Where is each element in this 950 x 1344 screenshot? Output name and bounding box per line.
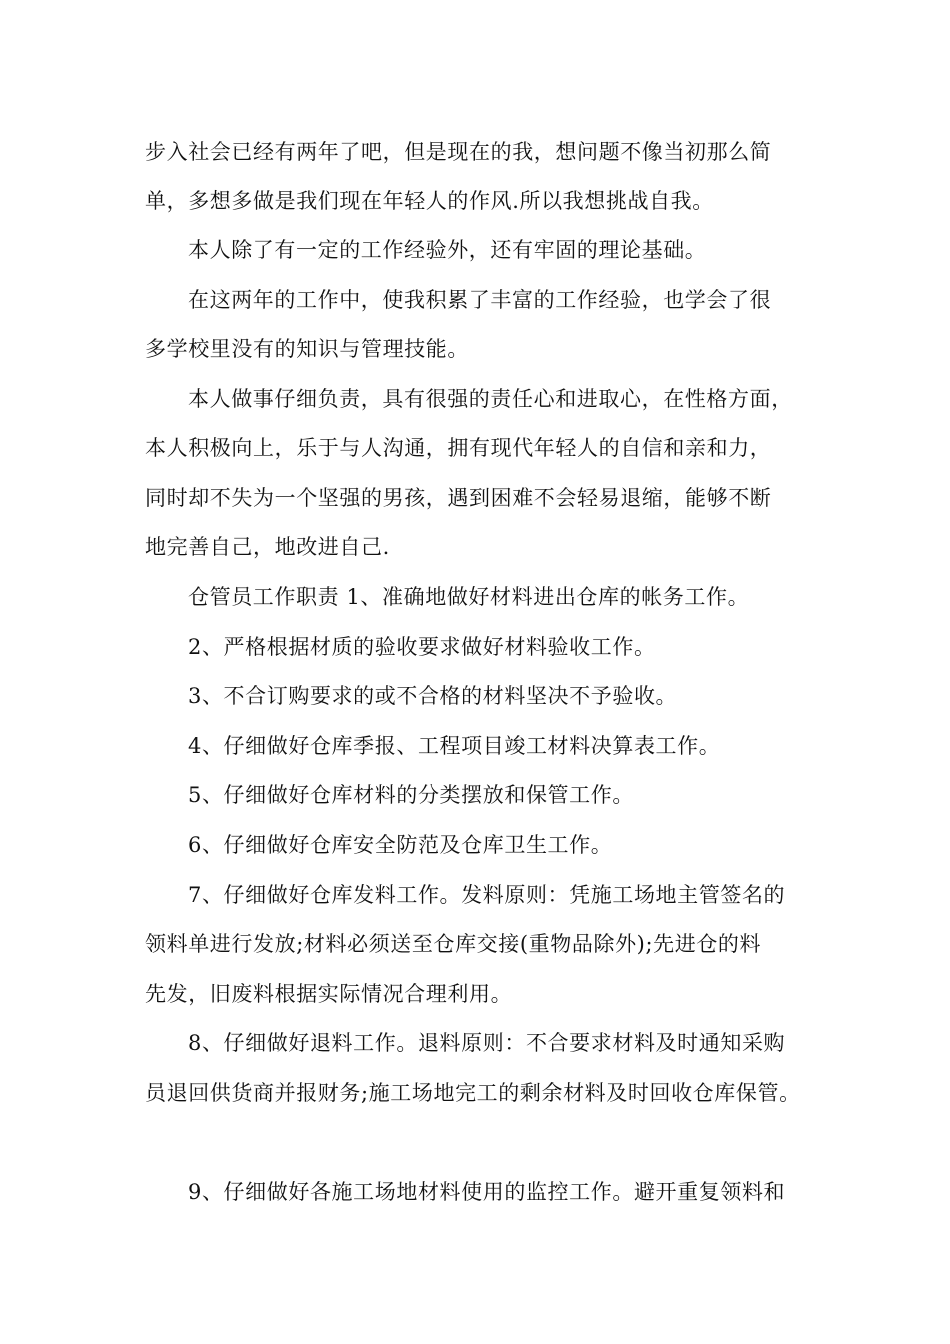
paragraph-1-line-2: 单，多想多做是我们现在年轻人的作风.所以我想挑战自我。	[145, 189, 714, 213]
paragraph-4-line-1: 本人做事仔细负责，具有很强的责任心和进取心，在性格方面，	[188, 387, 793, 411]
paragraph-6-line-1: 2、严格根据材质的验收要求做好材料验收工作。	[188, 635, 656, 659]
paragraph-4-line-2: 本人积极向上，乐于与人沟通，拥有现代年轻人的自信和亲和力，	[145, 436, 772, 460]
paragraph-12-line-2: 员退回供货商并报财务;施工场地完工的剩余材料及时回收仓库保管。	[145, 1081, 801, 1105]
paragraph-5-line-1: 仓管员工作职责 1、准确地做好材料进出仓库的帐务工作。	[188, 585, 750, 609]
paragraph-13-line-1: 9、仔细做好各施工场地材料使用的监控工作。避开重复领料和	[188, 1180, 786, 1204]
paragraph-10-line-1: 6、仔细做好仓库安全防范及仓库卫生工作。	[188, 833, 613, 857]
paragraph-3-line-2: 多学校里没有的知识与管理技能。	[145, 337, 469, 361]
paragraph-7-line-1: 3、不合订购要求的或不合格的材料坚决不予验收。	[188, 684, 678, 708]
paragraph-4-line-4: 地完善自己，地改进自己.	[145, 535, 390, 559]
paragraph-1-line-1: 步入社会已经有两年了吧，但是现在的我，想问题不像当初那么简	[145, 140, 772, 164]
paragraph-3-line-1: 在这两年的工作中，使我积累了丰富的工作经验，也学会了很	[188, 288, 772, 312]
paragraph-11-line-2: 领料单进行发放;材料必须送至仓库交接(重物品除外);先进仓的料	[145, 932, 762, 956]
paragraph-8-line-1: 4、仔细做好仓库季报、工程项目竣工材料决算表工作。	[188, 734, 721, 758]
paragraph-9-line-1: 5、仔细做好仓库材料的分类摆放和保管工作。	[188, 783, 634, 807]
paragraph-2-line-1: 本人除了有一定的工作经验外，还有牢固的理论基础。	[188, 238, 707, 262]
paragraph-12-line-1: 8、仔细做好退料工作。退料原则：不合要求材料及时通知采购	[188, 1031, 786, 1055]
paragraph-11-line-1: 7、仔细做好仓库发料工作。发料原则：凭施工场地主管签名的	[188, 883, 786, 907]
paragraph-11-line-3: 先发，旧废料根据实际情况合理利用。	[145, 982, 513, 1006]
paragraph-4-line-3: 同时却不失为一个坚强的男孩，遇到困难不会轻易退缩，能够不断	[145, 486, 772, 510]
